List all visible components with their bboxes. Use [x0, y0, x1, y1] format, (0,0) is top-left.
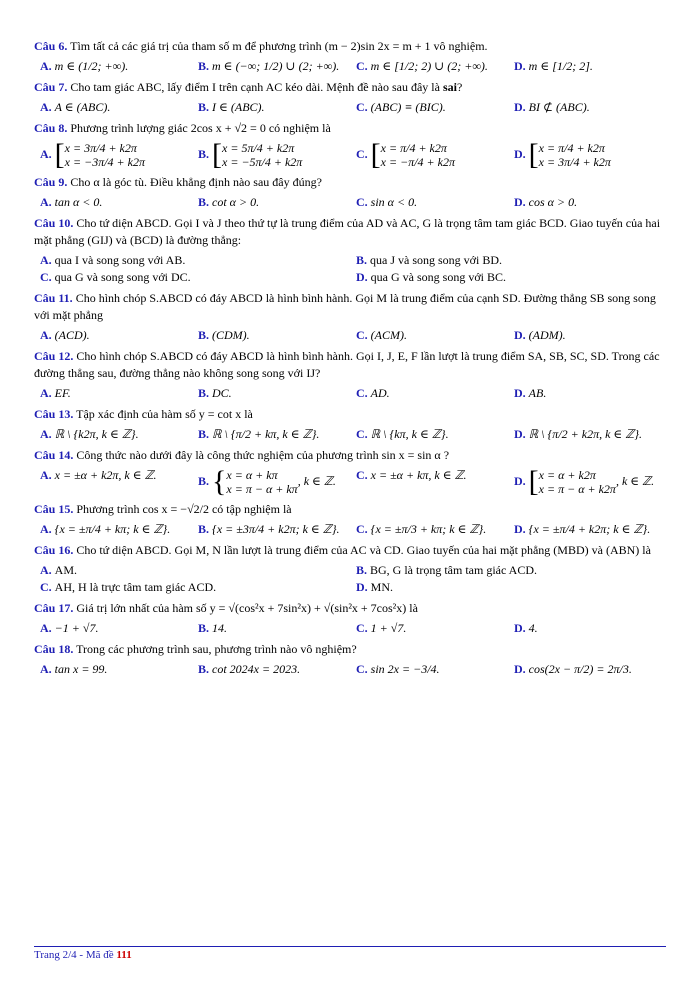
option-d[interactable]: D. qua G và song song với BC. — [356, 270, 507, 284]
question-text: Cho tứ diện ABCD. Gọi I và J theo thứ tự là trung điểm của AD và AC, G là trọng tâm tam giác BCD. Giao tuyến của hai mặt phẳng (GIJ) và (BCD) là đường thẳng: — [34, 216, 661, 247]
options-14 — [34, 467, 666, 497]
question-number: Câu 16. — [34, 543, 74, 557]
option-a[interactable]: A. x = ±α + k2π, k ∈ ℤ. — [40, 468, 157, 482]
question-number: Câu 14. — [34, 448, 74, 462]
footer-page-label: Trang 2/4 - Mã đề — [34, 949, 114, 961]
option-a[interactable]: A. −1 + √7. — [40, 621, 99, 635]
option-c[interactable]: C. (ACM). — [356, 328, 407, 342]
option-b[interactable]: B. qua J và song song với BD. — [356, 253, 503, 267]
option-b[interactable]: B. ℝ \ {π/2 + kπ, k ∈ ℤ}. — [198, 427, 320, 441]
option-b[interactable]: B. BG, G là trọng tâm tam giác ACD. — [356, 563, 537, 577]
footer-divider — [34, 946, 666, 947]
option-a[interactable]: A. AM. — [40, 563, 78, 577]
option-b[interactable]: B. cot α > 0. — [198, 195, 260, 209]
options-18 — [34, 661, 666, 678]
option-b[interactable]: B. {x = ±3π/4 + k2π; k ∈ ℤ}. — [198, 522, 340, 536]
question-text: Giá trị lớn nhất của hàm số y = √(cos²x + 7sin²x) + √(sin²x + 7cos²x) là — [76, 601, 418, 615]
footer-text — [34, 949, 666, 961]
question-8 — [34, 120, 666, 137]
options-15 — [34, 521, 666, 538]
option-a[interactable]: A. [ x = 3π/4 + k2π x = −3π/4 + k2π — [40, 138, 145, 171]
options-8 — [34, 140, 666, 170]
option-d[interactable]: D. 4. — [514, 621, 538, 635]
question-10 — [34, 215, 666, 249]
option-c[interactable]: C. (ABC) ≡ (BIC). — [356, 100, 446, 114]
option-d[interactable]: D. ℝ \ {π/2 + k2π, k ∈ ℤ}. — [514, 427, 643, 441]
question-text: Cho hình chóp S.ABCD có đáy ABCD là hình bình hành. Gọi M là trung điểm của cạnh SD. Đường thẳng SB song song với mặt phẳng — [34, 291, 656, 322]
question-16 — [34, 542, 666, 559]
question-number: Câu 7. — [34, 80, 68, 94]
question-text: Tìm tất cả các giá trị của tham số m để phương trình (m − 2)sin 2x = m + 1 vô nghiệm. — [70, 39, 488, 53]
option-c[interactable]: C. m ∈ [1/2; 2) ∪ (2; +∞). — [356, 59, 488, 73]
question-11 — [34, 290, 666, 324]
options-12 — [34, 385, 666, 402]
option-c[interactable]: C. x = ±α + kπ, k ∈ ℤ. — [356, 468, 467, 482]
question-text: Cho tam giác ABC, lấy điểm I trên cạnh AC kéo dài. Mệnh đề nào sau đây là — [70, 80, 440, 94]
option-a[interactable]: A. qua I và song song với AB. — [40, 253, 186, 267]
question-text: Tập xác định của hàm số y = cot x là — [76, 407, 253, 421]
option-b[interactable]: B. cot 2024x = 2023. — [198, 662, 301, 676]
question-number: Câu 9. — [34, 175, 68, 189]
question-number: Câu 8. — [34, 121, 68, 135]
options-10 — [34, 252, 666, 286]
option-c[interactable]: C. ℝ \ {kπ, k ∈ ℤ}. — [356, 427, 449, 441]
options-7 — [34, 99, 666, 116]
question-7 — [34, 79, 666, 96]
question-13 — [34, 406, 666, 423]
option-a[interactable]: A. {x = ±π/4 + kπ; k ∈ ℤ}. — [40, 522, 171, 536]
question-number: Câu 15. — [34, 502, 74, 516]
page-footer — [34, 946, 666, 961]
option-c[interactable]: C. sin α < 0. — [356, 195, 418, 209]
option-d[interactable]: D. {x = ±π/4 + k2π; k ∈ ℤ}. — [514, 522, 651, 536]
options-9 — [34, 194, 666, 211]
question-text: Phương trình lượng giác 2cos x + √2 = 0 có nghiệm là — [70, 121, 331, 135]
question-9 — [34, 174, 666, 191]
footer-exam-code: 111 — [116, 949, 132, 961]
question-text: Công thức nào dưới đây là công thức nghiệm của phương trình sin x = sin α ? — [76, 448, 450, 462]
question-text: Cho α là góc tù. Điều khẳng định nào sau đây đúng? — [70, 175, 322, 189]
option-c[interactable]: C. qua G và song song với DC. — [40, 270, 191, 284]
option-a[interactable]: A. EF. — [40, 386, 71, 400]
option-a[interactable]: A. m ∈ (1/2; +∞). — [40, 59, 129, 73]
exam-page — [34, 34, 666, 678]
option-a[interactable]: A. tan α < 0. — [40, 195, 103, 209]
option-d[interactable]: D. m ∈ [1/2; 2]. — [514, 59, 593, 73]
option-c[interactable]: C. AH, H là trực tâm tam giác ACD. — [40, 580, 217, 594]
option-d[interactable]: D. AB. — [514, 386, 547, 400]
option-d[interactable]: D. cos α > 0. — [514, 195, 578, 209]
question-text-bold: sai — [442, 80, 457, 94]
question-number: Câu 18. — [34, 642, 74, 656]
question-number: Câu 13. — [34, 407, 74, 421]
option-b[interactable]: B. (CDM). — [198, 328, 250, 342]
options-11 — [34, 327, 666, 344]
option-c[interactable]: C. 1 + √7. — [356, 621, 407, 635]
options-13 — [34, 426, 666, 443]
option-d[interactable]: D. MN. — [356, 580, 394, 594]
question-17 — [34, 600, 666, 617]
options-16 — [34, 562, 666, 596]
question-15 — [34, 501, 666, 518]
question-text: Cho tứ diện ABCD. Gọi M, N lần lượt là trung điểm của AC và CD. Giao tuyến của hai mặt phẳng (MBD) và (ABN) là — [76, 543, 651, 557]
question-6 — [34, 38, 666, 55]
option-b[interactable]: B. [ x = 5π/4 + k2π x = −5π/4 + k2π — [198, 138, 303, 171]
question-number: Câu 10. — [34, 216, 74, 230]
question-text-end: ? — [456, 80, 463, 94]
option-b[interactable]: B. I ∈ (ABC). — [198, 100, 265, 114]
question-number: Câu 12. — [34, 349, 74, 363]
option-b[interactable]: B. { x = α + kπ x = π − α + kπ , k ∈ ℤ. — [198, 465, 336, 498]
option-a[interactable]: A. ℝ \ {k2π, k ∈ ℤ}. — [40, 427, 139, 441]
option-d[interactable]: D. (ADM). — [514, 328, 566, 342]
option-c[interactable]: C. {x = ±π/3 + kπ; k ∈ ℤ}. — [356, 522, 487, 536]
option-a[interactable]: A. (ACD). — [40, 328, 90, 342]
option-d[interactable]: D. [ x = α + k2π x = π − α + k2π , k ∈ ℤ. — [514, 465, 655, 498]
option-d[interactable]: D. BI ⊄ (ABC). — [514, 100, 590, 114]
option-b[interactable]: B. m ∈ (−∞; 1/2) ∪ (2; +∞). — [198, 59, 340, 73]
option-b[interactable]: B. DC. — [198, 386, 232, 400]
question-18 — [34, 641, 666, 658]
option-d[interactable]: D. [ x = π/4 + k2π x = 3π/4 + k2π — [514, 138, 611, 171]
question-number: Câu 11. — [34, 291, 73, 305]
question-text: Cho hình chóp S.ABCD có đáy ABCD là hình bình hành. Gọi I, J, E, F lần lượt là trung điểm SA, SB, SC, SD. Trong các đường thẳng sau, đường thẳng nào không song song với IJ? — [34, 349, 660, 380]
option-c[interactable]: C. sin 2x = −3/4. — [356, 662, 440, 676]
question-14 — [34, 447, 666, 464]
question-number: Câu 6. — [34, 39, 68, 53]
question-12 — [34, 348, 666, 382]
question-number: Câu 17. — [34, 601, 74, 615]
option-c[interactable]: C. [ x = π/4 + k2π x = −π/4 + k2π — [356, 138, 455, 171]
option-c[interactable]: C. AD. — [356, 386, 390, 400]
option-d[interactable]: D. cos(2x − π/2) = 2π/3. — [514, 662, 632, 676]
option-b[interactable]: B. 14. — [198, 621, 228, 635]
question-text: Phương trình cos x = −√2/2 có tập nghiệm là — [76, 502, 292, 516]
option-a[interactable]: A. A ∈ (ABC). — [40, 100, 111, 114]
options-17 — [34, 620, 666, 637]
options-6 — [34, 58, 666, 75]
option-a[interactable]: A. tan x = 99. — [40, 662, 108, 676]
question-text: Trong các phương trình sau, phương trình nào vô nghiệm? — [76, 642, 357, 656]
